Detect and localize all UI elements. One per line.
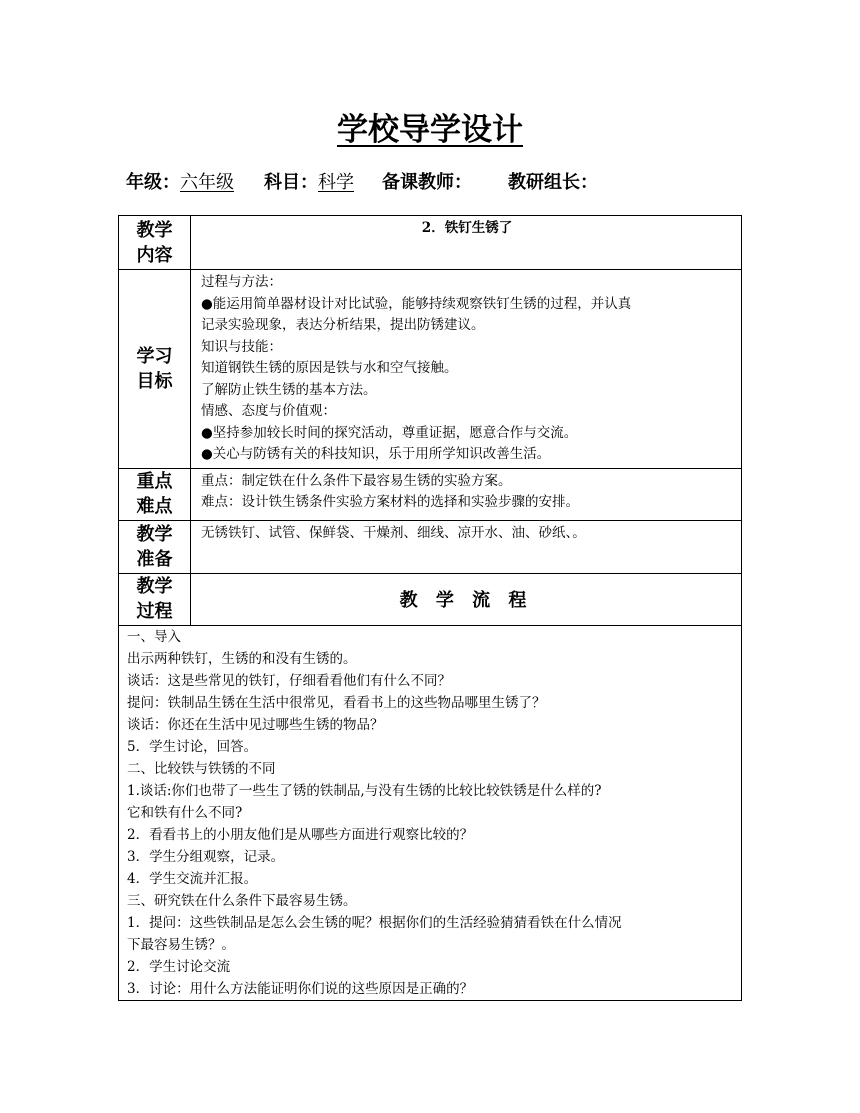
- row-process-body: [119, 625, 742, 1000]
- row-content: [119, 216, 742, 270]
- goal-line: ●坚持参加较长时间的探究活动，尊重证据，愿意合作与交流。: [201, 424, 578, 441]
- label-key: 重点 难点: [119, 468, 191, 520]
- goals-content: [191, 270, 742, 469]
- lesson-table: [118, 215, 742, 1001]
- page-title: 学校导学设计: [337, 112, 523, 148]
- goal-line: 知识与技能：: [201, 338, 282, 355]
- row-prep: [119, 520, 742, 573]
- process-line: 三、研究铁在什么条件下最容易生锈。: [127, 892, 357, 909]
- header-meta: [126, 168, 598, 194]
- row-process-header: [119, 573, 742, 625]
- teacher-label: 备课教师：: [382, 172, 472, 193]
- process-line: 2．看看书上的小朋友他们是从哪些方面进行观察比较的？: [127, 826, 474, 843]
- process-line: 3．学生分组观察，记录。: [127, 848, 285, 865]
- process-line: 谈话：这是些常见的铁钉，仔细看看他们有什么不同？: [127, 672, 451, 689]
- row-goals: [119, 270, 742, 469]
- key-content: [191, 468, 742, 520]
- process-line: 1．提问：这些铁制品是怎么会生锈的呢？根据你们的生活经验猜猜看铁在什么情况: [127, 914, 622, 931]
- key-line: 重点：制定铁在什么条件下最容易生锈的实验方案。: [201, 472, 512, 489]
- process-line: 下最容易生锈？。: [127, 936, 235, 953]
- prep-content: 无锈铁钉、试管、保鲜袋、干燥剂、细线、凉开水、油、砂纸、。: [191, 520, 742, 573]
- process-line: 一、导入: [127, 628, 181, 645]
- goal-line: ●能运用简单器材设计对比试验，能够持续观察铁钉生锈的过程，并认真: [201, 295, 632, 312]
- process-line: 3．讨论：用什么方法能证明你们说的这些原因是正确的？: [127, 980, 474, 997]
- label-process: 教学 过程: [119, 573, 191, 625]
- goal-line: 记录实验现象，表达分析结果，提出防锈建议。: [201, 317, 485, 333]
- label-content: 教学 内容: [119, 216, 191, 270]
- content-value: 2．铁钉生锈了: [191, 216, 742, 270]
- process-line: 二、比较铁与铁锈的不同: [127, 760, 276, 777]
- goal-line: 过程与方法：: [201, 274, 282, 290]
- process-line: 2．学生讨论交流: [127, 958, 231, 975]
- grade-label: 年级：: [126, 172, 180, 193]
- goal-line: 知道钢铁生锈的原因是铁与水和空气接触。: [201, 360, 458, 376]
- label-prep: 教学 准备: [119, 520, 191, 573]
- process-flow-title: 教 学 流 程: [191, 573, 742, 625]
- key-line: 难点：设计铁生锈条件实验方案材料的选择和实验步骤的安排。: [201, 494, 579, 510]
- grade-value: 六年级: [180, 172, 234, 193]
- process-line: 谈话：你还在生活中见过哪些生锈的物品？: [127, 716, 384, 733]
- label-goals: 学习 目标: [119, 270, 191, 469]
- process-line: 它和铁有什么不同?: [127, 804, 243, 821]
- process-line: 出示两种铁钉，生锈的和没有生锈的。: [127, 650, 357, 667]
- row-key: [119, 468, 742, 520]
- process-content: [119, 625, 742, 1000]
- group-label: 教研组长：: [508, 172, 598, 193]
- process-line: 5．学生讨论，回答。: [127, 738, 258, 755]
- subject-label: 科目：: [264, 172, 318, 193]
- process-line: 1.谈话:你们也带了一些生了锈的铁制品,与没有生锈的比较比较铁锈是什么样的?: [127, 782, 602, 799]
- goal-line: 情感、态度与价值观：: [201, 403, 336, 419]
- goal-line: 了解防止铁生锈的基本方法。: [201, 381, 377, 398]
- subject-value: 科学: [318, 172, 354, 193]
- process-line: 提问：铁制品生锈在生活中很常见，看看书上的这些物品哪里生锈了？: [127, 694, 546, 711]
- process-line: 4．学生交流并汇报。: [127, 870, 258, 887]
- goal-line: ●关心与防锈有关的科技知识，乐于用所学知识改善生活。: [201, 446, 551, 462]
